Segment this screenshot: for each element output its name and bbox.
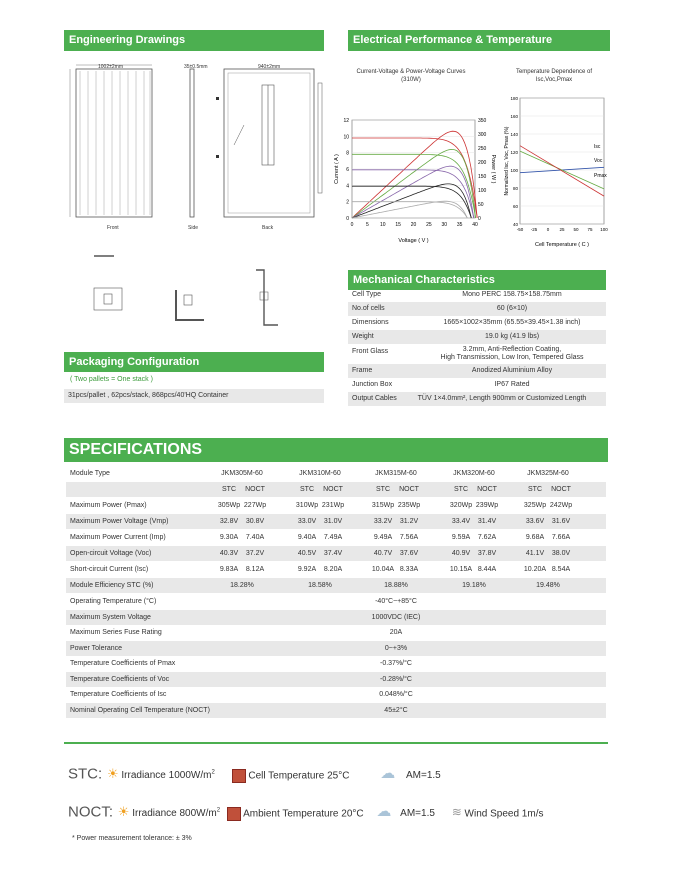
spec-value: 40.3V: [219, 550, 239, 557]
stc-column-label: STC: [528, 486, 542, 493]
thermometer-icon: [232, 769, 246, 783]
spec-row: Temperature Coefficients of Isc 0.048%/°C: [66, 687, 606, 702]
temp-y-tick: 80: [512, 186, 518, 191]
noct-column-label: NOCT: [399, 486, 419, 493]
iv-y2-tick: 100: [478, 188, 487, 194]
thermometer-icon: [227, 807, 241, 821]
spec-value: 19.48%: [536, 582, 560, 589]
stc-am: AM=1.5: [406, 770, 441, 782]
temp-chart-title: Temperature Dependence of Isc,Voc,Pmax: [515, 69, 593, 83]
noct-column-label: NOCT: [245, 486, 265, 493]
wind-icon: ≋: [451, 805, 462, 820]
spec-value: 7.40A: [245, 534, 265, 541]
frame-detail-drawings: [64, 250, 326, 335]
temp-y-tick: 100: [510, 168, 518, 173]
noct-wind-speed: Wind Speed 1m/s: [464, 808, 544, 820]
iv-y-tick: 6: [346, 167, 349, 173]
temp-plot-frame: [520, 98, 604, 224]
spec-value: 7.66A: [551, 534, 571, 541]
spec-value: 31.6V: [551, 518, 571, 525]
temp-x-tick: -25: [530, 227, 538, 232]
noct-label: NOCT:: [68, 803, 113, 821]
spec-value: 18.58%: [308, 582, 332, 589]
model-name: JKM310M-60: [299, 470, 341, 477]
footnote: * Power measurement tolerance: ± 3%: [72, 835, 192, 842]
spec-value: 37.2V: [245, 550, 265, 557]
iv-y2-label: Power ( W ): [490, 154, 496, 184]
spec-value: 9.59A: [451, 534, 471, 541]
electrical-title: Electrical Performance & Temperature Dependence: [353, 34, 553, 66]
spec-value: 227Wp: [243, 502, 267, 509]
iv-y2-tick: 0: [478, 216, 481, 222]
stc-column-label: STC: [376, 486, 390, 493]
temp-series-label: Isc: [594, 144, 601, 150]
spec-value: 45±2°C: [384, 706, 408, 714]
temp-series-label: Voc: [594, 158, 603, 164]
spec-value: 0~+3%: [384, 644, 408, 652]
temp-chart: [500, 90, 610, 250]
noct-irradiance: Irradiance $800W/m^2$: [132, 808, 221, 820]
iv-x-tick: 40: [472, 222, 478, 228]
model-name: JKM305M-60: [221, 470, 263, 477]
iv-x-tick: 10: [379, 222, 386, 228]
temp-x-tick: 50: [573, 227, 579, 232]
mech-row-front-glass: Front Glass 3.2mm, Anti-Reflection Coating, High Transmission, Low Iron, Tempered Glass: [352, 346, 584, 361]
spec-row: Operating Temperature (°C) -40°C~+85°C: [66, 594, 606, 609]
mech-row-cells: No.of cells 60 (6×10): [348, 302, 606, 316]
mech-row-frame: Frame Anodized Aluminium Alloy: [348, 364, 606, 378]
packaging-header: [64, 352, 324, 372]
stc-legend: [68, 764, 441, 782]
spec-value: 9.68A: [525, 534, 545, 541]
engineering-drawings: [64, 55, 326, 240]
spec-value: 8.33A: [399, 566, 419, 573]
iv-y-label: Current ( A ): [334, 154, 340, 184]
spec-value: 33.4V: [451, 518, 471, 525]
spec-value: 18.88%: [384, 582, 408, 589]
specs-header: [64, 438, 608, 462]
temp-y-tick: 180: [510, 96, 518, 101]
spec-value: 31.0V: [323, 518, 343, 525]
spec-value: 9.49A: [373, 534, 393, 541]
spec-value: 7.56A: [399, 534, 419, 541]
spec-value: 10.04A: [371, 566, 395, 573]
spec-value: 7.49A: [323, 534, 343, 541]
iv-x-tick: 25: [426, 222, 432, 228]
iv-y2-tick: 200: [478, 160, 487, 166]
spec-value: 38.0V: [551, 550, 571, 557]
back-width-label: 940±2mm: [258, 64, 281, 70]
temp-x-tick: -50: [516, 227, 524, 232]
noct-column-label: NOCT: [551, 486, 571, 493]
spec-value: -0.37%/°C: [380, 660, 412, 667]
spec-value: 325Wp: [523, 502, 547, 509]
temp-x-tick: 25: [559, 227, 565, 232]
iv-y2-tick: 50: [478, 202, 484, 208]
temp-series-label: Pmax: [594, 173, 607, 179]
packaging-note: ( Two pallets = One stack ): [70, 376, 153, 383]
spec-row-stc-noct: [66, 482, 606, 497]
spec-value: 8.20A: [323, 566, 343, 573]
side-view-drawing: [190, 69, 194, 217]
back-view-drawing: [216, 69, 314, 217]
model-name: JKM325M-60: [527, 470, 569, 477]
temp-x-label: Cell Temperature ( C ): [535, 242, 589, 248]
spec-value: 239Wp: [475, 502, 499, 509]
spec-value: 41.1V: [525, 550, 545, 557]
temp-y-tick: 160: [510, 114, 518, 119]
stc-column-label: STC: [300, 486, 314, 493]
temp-y-tick: 120: [510, 150, 518, 155]
spec-row: Temperature Coefficients of Voc -0.28%/°C: [66, 672, 606, 687]
spec-value: 10.15A: [449, 566, 473, 573]
iv-y-tick: 2: [346, 199, 349, 206]
spec-value: 37.6V: [399, 550, 419, 557]
temp-y-tick: 40: [512, 222, 518, 227]
spec-value: -0.28%/°C: [380, 675, 412, 683]
iv-y-tick: 8: [346, 150, 349, 157]
spec-value: 8.44A: [477, 566, 497, 573]
spec-row: Maximum System Voltage 1000VDC (IEC): [66, 610, 606, 625]
mech-row-dimensions: Dimensions 1665×1002×35mm (65.55×39.45×1.38 inch): [352, 319, 581, 326]
noct-am: AM=1.5: [400, 808, 435, 820]
spec-value: 8.54A: [551, 566, 571, 573]
spec-row: Nominal Operating Cell Temperature (NOCT) 45±2°C: [66, 703, 606, 718]
sun-icon: ☀: [117, 804, 130, 820]
iv-y-tick: 12: [343, 118, 349, 124]
noct-ambient-temp: Ambient Temperature 20°C: [243, 808, 364, 820]
iv-y-tick: 0: [346, 216, 349, 222]
spec-value: 9.40A: [297, 534, 317, 541]
spec-value: 19.18%: [462, 582, 486, 589]
front-view-label: Front: [107, 225, 119, 231]
temp-x-tick: 100: [600, 227, 608, 232]
stc-irradiance: Irradiance $1000W/m^2$: [121, 770, 215, 782]
engineering-header: [64, 30, 324, 50]
packaging-text: 31pcs/pallet , 62pcs/stack, 868pcs/40'HQ Container: [68, 392, 229, 399]
front-view-drawing: [70, 65, 152, 217]
spec-value: 0.048%/°C: [379, 691, 413, 698]
mechanical-title: Mechanical Characteristics: [353, 274, 495, 286]
front-width-label: 1002±2mm: [98, 64, 123, 70]
spec-value: 9.92A: [297, 566, 317, 573]
spec-value: -40°C~+85°C: [375, 598, 417, 605]
iv-x-tick: 5: [365, 222, 369, 228]
spec-value: 242Wp: [549, 502, 573, 509]
iv-x-tick: 30: [441, 222, 448, 228]
spec-value: 8.12A: [245, 566, 265, 573]
iv-chart-title: Current-Voltage & Power-Voltage Curves (310W): [356, 69, 466, 83]
spec-value: 10.20A: [523, 566, 547, 573]
spec-row: Power Tolerance 0~+3%: [66, 641, 606, 656]
iv-chart: [330, 90, 500, 250]
noct-legend: [68, 802, 543, 820]
temp-y-label: Normalized Isc, Voc, Pmax (%): [504, 126, 510, 196]
side-depth-label: 35±0.5mm: [184, 64, 208, 70]
stc-column-label: STC: [454, 486, 468, 493]
mech-row-weight: Weight 19.0 kg (41.9 lbs): [348, 330, 606, 344]
mech-row-junction-box: Junction Box IP67 Rated: [352, 381, 530, 388]
spec-value: 37.4V: [323, 550, 343, 557]
spec-value: 33.6V: [525, 518, 545, 525]
spec-value: 37.8V: [477, 550, 497, 557]
noct-column-label: NOCT: [477, 486, 497, 493]
spec-value: 1000VDC (IEC): [371, 613, 421, 621]
spec-value: 305Wp: [217, 502, 241, 509]
spec-value: 20A: [389, 629, 403, 636]
spec-value: 33.0V: [297, 518, 317, 525]
spec-value: 40.5V: [297, 550, 317, 557]
model-name: JKM320M-60: [453, 470, 495, 477]
temp-y-tick: 60: [512, 204, 518, 209]
iv-current-curve: [352, 202, 467, 218]
iv-x-tick: 15: [395, 222, 401, 228]
mech-row-output-cables: Output Cables TÜV 1×4.0mm², Length 900mm or Customized Length: [348, 392, 606, 406]
iv-x-tick: 20: [410, 222, 417, 228]
spec-row-efficiency: Module Efficiency STC (%) 18.28% 18.58% 18.88% 19.18% 19.48%: [66, 578, 606, 593]
spec-row: Maximum Power (Pmax) 305Wp 227Wp 310Wp 231Wp 315Wp 235Wp 320Wp 239Wp 325Wp 242Wp: [66, 498, 606, 513]
spec-row: Open-circuit Voltage (Voc) 40.3V 37.2V 40.5V 37.4V 40.7V 37.6V 40.9V 37.8V 41.1V 38.0V: [66, 546, 606, 561]
spec-value: 7.62A: [477, 534, 497, 541]
temp-x-tick: 0: [546, 227, 550, 232]
stc-column-label: STC: [222, 486, 236, 493]
stc-label: STC:: [68, 765, 103, 783]
iv-y2-tick: 250: [478, 146, 487, 152]
spec-value: 310Wp: [295, 502, 319, 509]
spec-value: 315Wp: [371, 502, 395, 509]
model-name: JKM315M-60: [375, 470, 417, 477]
spec-row: Maximum Series Fuse Rating 20A: [66, 625, 606, 640]
spec-value: 9.83A: [219, 566, 239, 573]
specs-title: SPECIFICATIONS: [69, 441, 203, 458]
iv-x-tick: 35: [456, 222, 463, 228]
iv-y2-tick: 350: [478, 118, 487, 124]
spec-value: 33.2V: [373, 518, 393, 525]
spec-value: 31.2V: [399, 518, 419, 525]
spec-value: 320Wp: [449, 502, 473, 509]
stc-cell-temp: Cell Temperature 25°C: [248, 770, 350, 782]
sun-icon: ☀: [106, 766, 119, 782]
spec-value: 30.8V: [245, 518, 265, 525]
iv-y-tick: 4: [346, 183, 349, 190]
spec-value: 31.4V: [477, 518, 497, 525]
specs-bottom-line: [64, 742, 608, 744]
temp-y-tick: 140: [510, 132, 518, 137]
iv-y2-tick: 150: [478, 174, 487, 180]
iv-y2-tick: 300: [478, 132, 487, 138]
iv-y-tick: 10: [343, 134, 349, 141]
spec-value: 18.28%: [230, 582, 254, 589]
iv-x-tick: 0: [350, 222, 354, 228]
cloud-icon: ☁: [376, 803, 392, 821]
back-view-label: Back: [262, 225, 274, 231]
iv-x-label: Voltage ( V ): [398, 238, 429, 244]
spec-value: 9.30A: [219, 534, 239, 541]
temp-x-tick: 75: [587, 227, 593, 232]
spec-value: 231Wp: [321, 502, 345, 509]
noct-column-label: NOCT: [323, 486, 343, 493]
packaging-title: Packaging Configuration: [69, 356, 200, 368]
cloud-icon: ☁: [380, 765, 396, 783]
spec-row-module-type: Module Type JKM305M-60 JKM310M-60 JKM315M-60 JKM320M-60 JKM325M-60: [66, 466, 606, 481]
spec-row: Temperature Coefficients of Pmax -0.37%/°C: [66, 656, 606, 671]
mechanical-header: [348, 270, 606, 290]
side-view-label: Side: [188, 225, 199, 231]
spec-row: Maximum Power Current (Imp) 9.30A 7.40A 9.40A 7.49A 9.49A 7.56A 9.59A 7.62A 9.68A 7.66A: [66, 530, 606, 545]
spec-row: Short-circuit Current (Isc) 9.83A 8.12A 9.92A 8.20A 10.04A 8.33A 10.15A 8.44A 10.20A 8.54A: [66, 562, 606, 577]
spec-row: Maximum Power Voltage (Vmp) 32.8V 30.8V 33.0V 31.0V 33.2V 31.2V 33.4V 31.4V 33.6V 31.6V: [66, 514, 606, 529]
mech-row-cell-type: Cell Type Mono PERC 158.75×158.75mm: [352, 291, 562, 298]
engineering-title: Engineering Drawings: [69, 34, 186, 46]
spec-value: 40.7V: [373, 550, 393, 557]
temp-series-line: [520, 146, 604, 196]
spec-value: 32.8V: [219, 518, 239, 525]
electrical-header: [348, 30, 610, 66]
spec-value: 235Wp: [397, 502, 421, 509]
spec-value: 40.9V: [451, 550, 471, 557]
